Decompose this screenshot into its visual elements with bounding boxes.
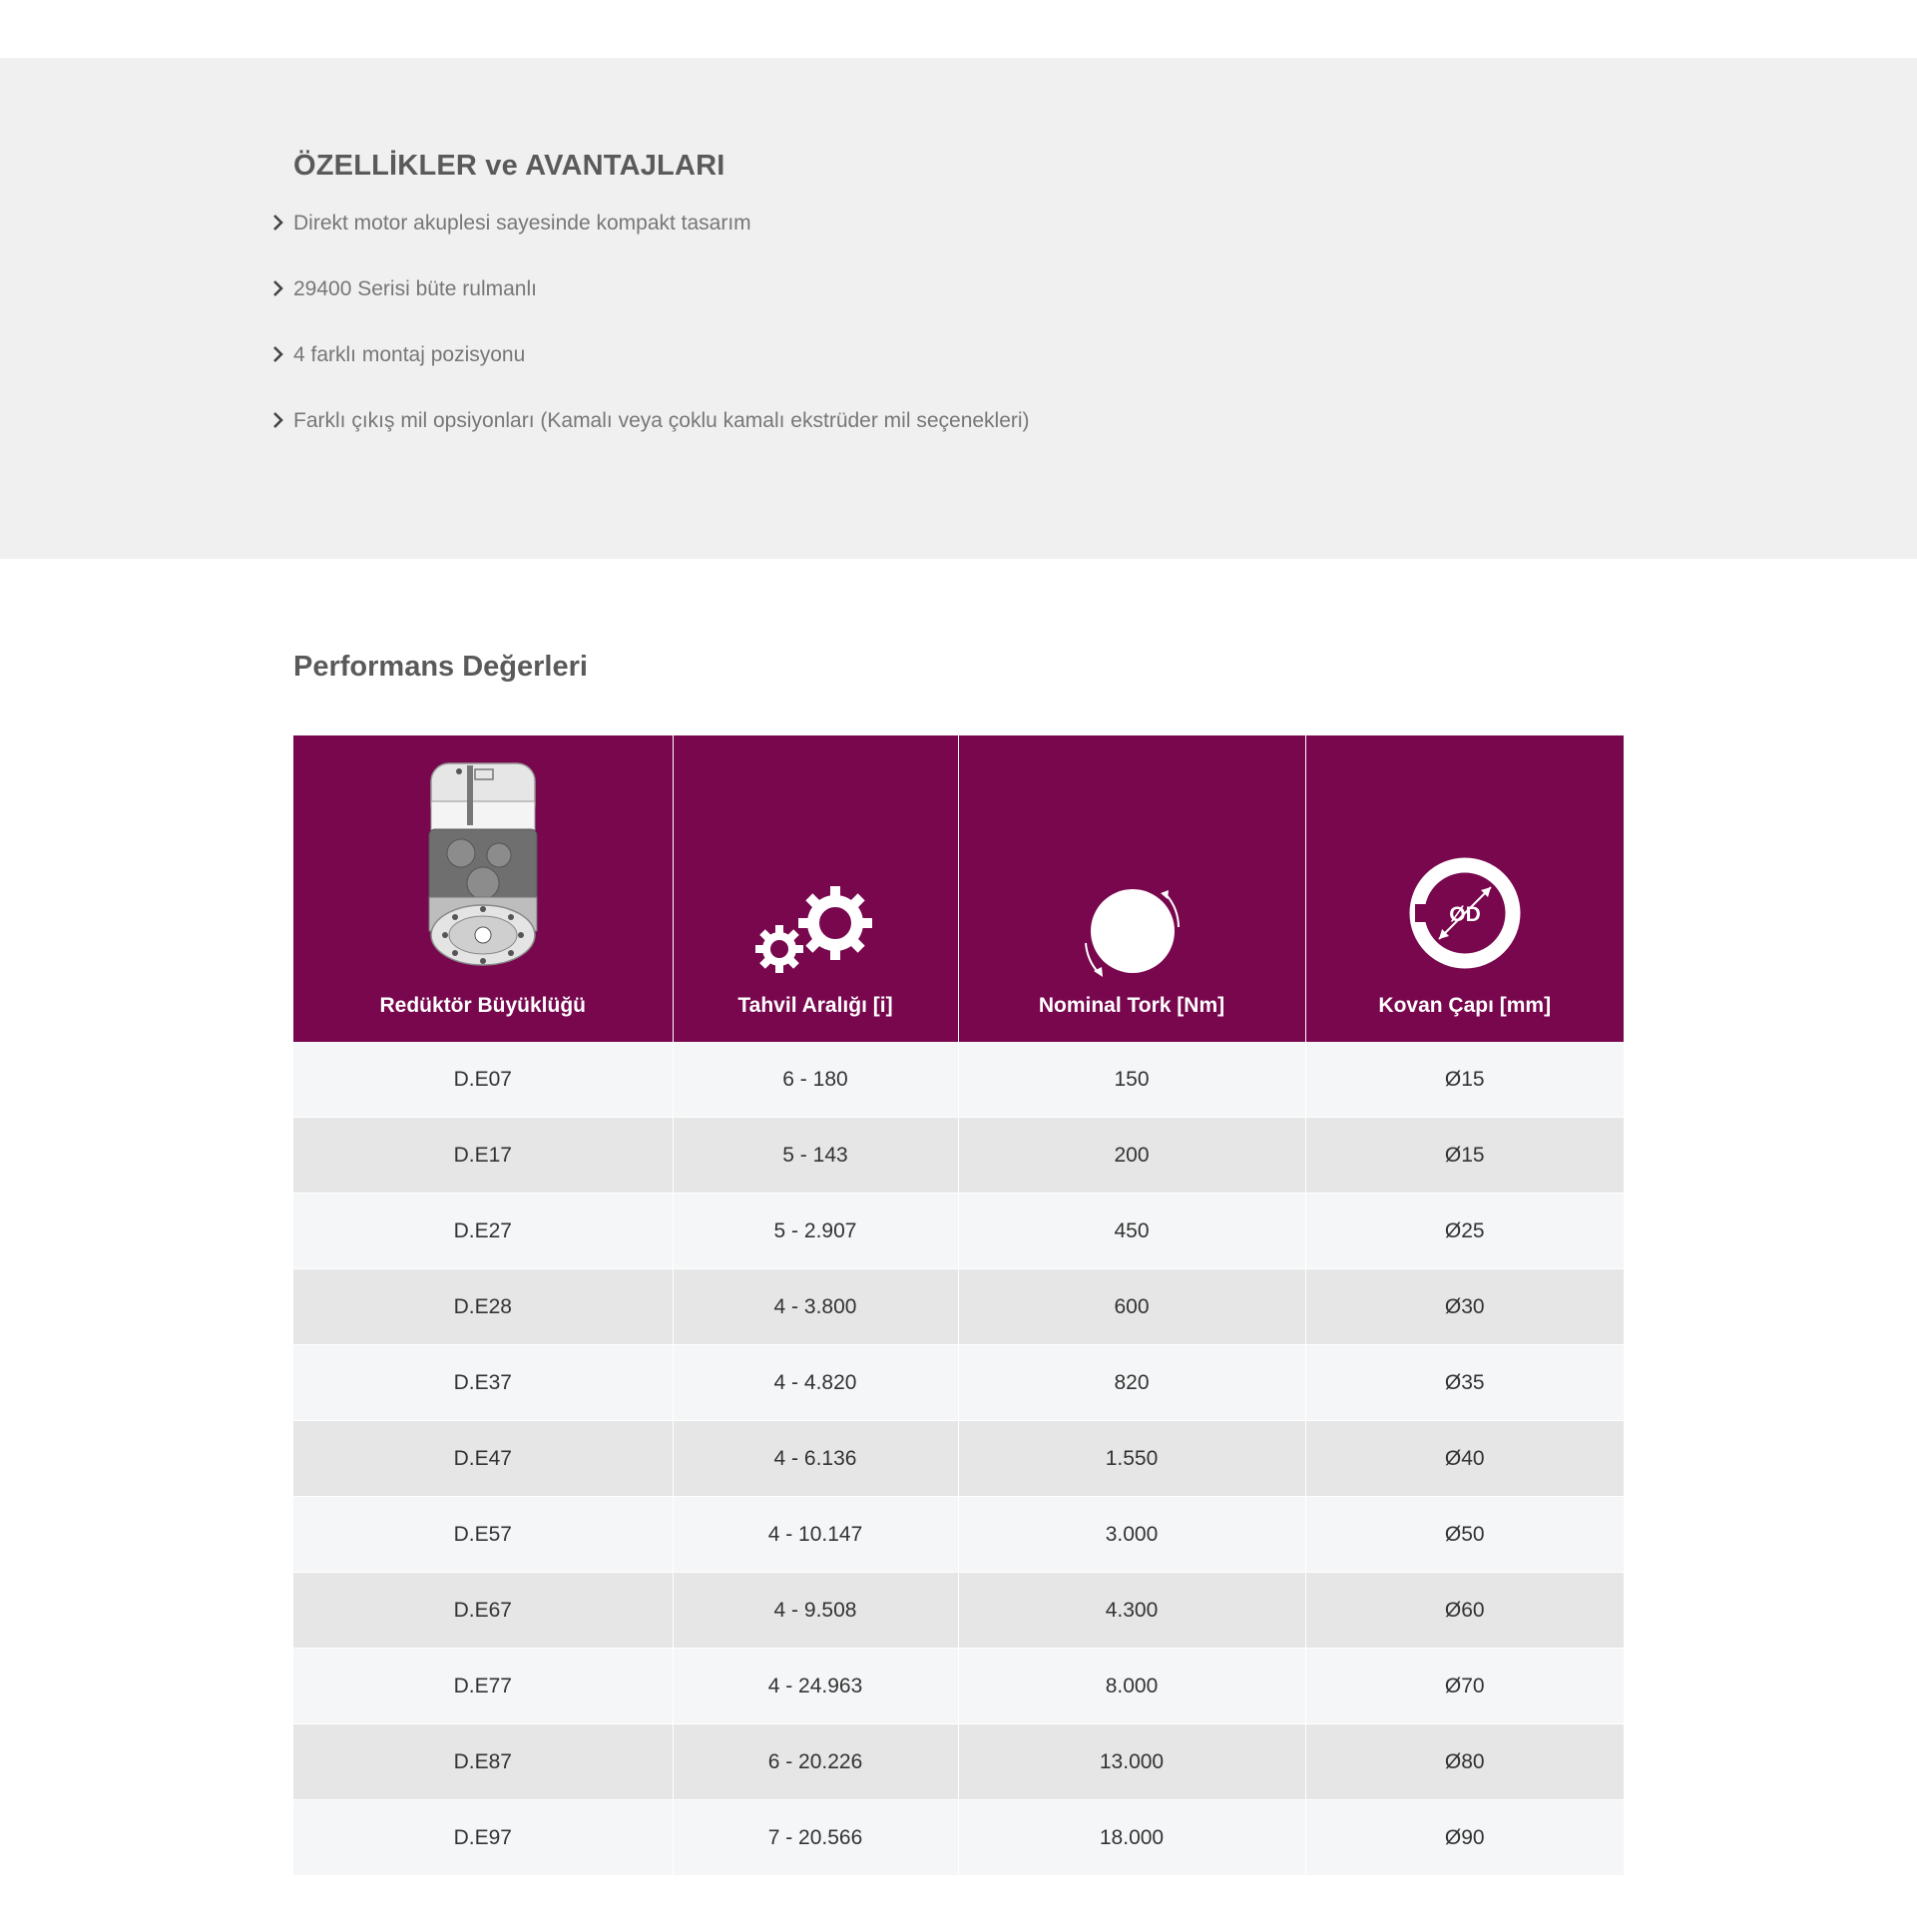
feature-item bbox=[293, 276, 1030, 342]
cell-nominal-torque: 820 bbox=[958, 1345, 1305, 1421]
cell-nominal-torque: 150 bbox=[958, 1042, 1305, 1118]
cell-reducer-size: D.E17 bbox=[293, 1118, 673, 1194]
feature-text: Direkt motor akuplesi sayesinde kompakt tasarım bbox=[293, 212, 751, 235]
cell-reducer-size: D.E57 bbox=[293, 1497, 673, 1573]
feature-item bbox=[293, 342, 1030, 408]
cell-reducer-size: D.E28 bbox=[293, 1269, 673, 1345]
chevron-right-icon bbox=[271, 344, 285, 364]
cell-reducer-size: D.E07 bbox=[293, 1042, 673, 1118]
cell-ratio-range: 6 - 20.226 bbox=[673, 1724, 958, 1800]
header-label: Kovan Çapı [mm] bbox=[1378, 994, 1552, 1017]
table-row bbox=[293, 1421, 1624, 1497]
chevron-right-icon bbox=[271, 278, 285, 298]
table-row bbox=[293, 1194, 1624, 1269]
cell-ratio-range: 4 - 3.800 bbox=[673, 1269, 958, 1345]
cell-bore-diameter: Ø25 bbox=[1305, 1194, 1624, 1269]
table-row bbox=[293, 1345, 1624, 1421]
features-title: ÖZELLİKLER ve AVANTAJLARI bbox=[293, 150, 725, 182]
cell-ratio-range: 4 - 24.963 bbox=[673, 1649, 958, 1724]
cell-ratio-range: 6 - 180 bbox=[673, 1042, 958, 1118]
header-ratio-range bbox=[673, 735, 958, 1042]
cell-ratio-range: 4 - 4.820 bbox=[673, 1345, 958, 1421]
header-label: Nominal Tork [Nm] bbox=[1038, 994, 1225, 1017]
features-list bbox=[293, 211, 1030, 474]
cell-reducer-size: D.E67 bbox=[293, 1573, 673, 1649]
features-content bbox=[293, 150, 1030, 474]
gear-reducer-image bbox=[423, 757, 543, 969]
cell-ratio-range: 4 - 10.147 bbox=[673, 1497, 958, 1573]
table-header-row bbox=[293, 735, 1624, 1042]
cell-bore-diameter: Ø80 bbox=[1305, 1724, 1624, 1800]
cell-reducer-size: D.E47 bbox=[293, 1421, 673, 1497]
cell-bore-diameter: Ø60 bbox=[1305, 1573, 1624, 1649]
table-row bbox=[293, 1118, 1624, 1194]
cell-reducer-size: D.E77 bbox=[293, 1649, 673, 1724]
table-row bbox=[293, 1042, 1624, 1118]
cell-ratio-range: 7 - 20.566 bbox=[673, 1800, 958, 1876]
cell-bore-diameter: Ø40 bbox=[1305, 1421, 1624, 1497]
header-label: Tahvil Aralığı [i] bbox=[737, 994, 893, 1017]
cell-bore-diameter: Ø15 bbox=[1305, 1042, 1624, 1118]
cell-bore-diameter: Ø90 bbox=[1305, 1800, 1624, 1876]
cell-nominal-torque: 600 bbox=[958, 1269, 1305, 1345]
cell-reducer-size: D.E97 bbox=[293, 1800, 673, 1876]
performance-table bbox=[293, 735, 1624, 1876]
table-row bbox=[293, 1649, 1624, 1724]
cell-bore-diameter: Ø15 bbox=[1305, 1118, 1624, 1194]
cell-ratio-range: 5 - 143 bbox=[673, 1118, 958, 1194]
header-bore-diameter bbox=[1305, 735, 1624, 1042]
header-nominal-torque bbox=[958, 735, 1305, 1042]
cell-bore-diameter: Ø30 bbox=[1305, 1269, 1624, 1345]
cell-bore-diameter: Ø70 bbox=[1305, 1649, 1624, 1724]
cell-reducer-size: D.E27 bbox=[293, 1194, 673, 1269]
feature-text: Farklı çıkış mil opsiyonları (Kamalı veya çoklu kamalı ekstrüder mil seçenekleri) bbox=[293, 409, 1030, 432]
cell-nominal-torque: 4.300 bbox=[958, 1573, 1305, 1649]
table-row bbox=[293, 1724, 1624, 1800]
chevron-right-icon bbox=[271, 213, 285, 233]
header-label: Redüktör Büyüklüğü bbox=[379, 994, 586, 1017]
table-row bbox=[293, 1800, 1624, 1876]
bore-icon-text: ØD bbox=[1449, 903, 1481, 926]
cell-ratio-range: 4 - 6.136 bbox=[673, 1421, 958, 1497]
cell-reducer-size: D.E87 bbox=[293, 1724, 673, 1800]
table-row bbox=[293, 1497, 1624, 1573]
cell-bore-diameter: Ø50 bbox=[1305, 1497, 1624, 1573]
torque-icon bbox=[1072, 875, 1192, 985]
cell-bore-diameter: Ø35 bbox=[1305, 1345, 1624, 1421]
table-row bbox=[293, 1573, 1624, 1649]
performance-title: Performans Değerleri bbox=[293, 651, 588, 683]
cell-nominal-torque: 450 bbox=[958, 1194, 1305, 1269]
feature-text: 4 farklı montaj pozisyonu bbox=[293, 343, 526, 366]
cell-reducer-size: D.E37 bbox=[293, 1345, 673, 1421]
cell-nominal-torque: 18.000 bbox=[958, 1800, 1305, 1876]
cell-nominal-torque: 8.000 bbox=[958, 1649, 1305, 1724]
cell-nominal-torque: 3.000 bbox=[958, 1497, 1305, 1573]
feature-text: 29400 Serisi büte rulmanlı bbox=[293, 277, 537, 300]
chevron-right-icon bbox=[271, 410, 285, 430]
cell-ratio-range: 5 - 2.907 bbox=[673, 1194, 958, 1269]
cell-nominal-torque: 200 bbox=[958, 1118, 1305, 1194]
cell-nominal-torque: 1.550 bbox=[958, 1421, 1305, 1497]
table-row bbox=[293, 1269, 1624, 1345]
bore-diameter-icon bbox=[1405, 853, 1525, 973]
cell-nominal-torque: 13.000 bbox=[958, 1724, 1305, 1800]
features-section bbox=[0, 58, 1917, 559]
feature-item bbox=[293, 211, 1030, 276]
header-reducer-size bbox=[293, 735, 673, 1042]
gears-icon bbox=[755, 885, 875, 975]
feature-item bbox=[293, 408, 1030, 474]
cell-ratio-range: 4 - 9.508 bbox=[673, 1573, 958, 1649]
